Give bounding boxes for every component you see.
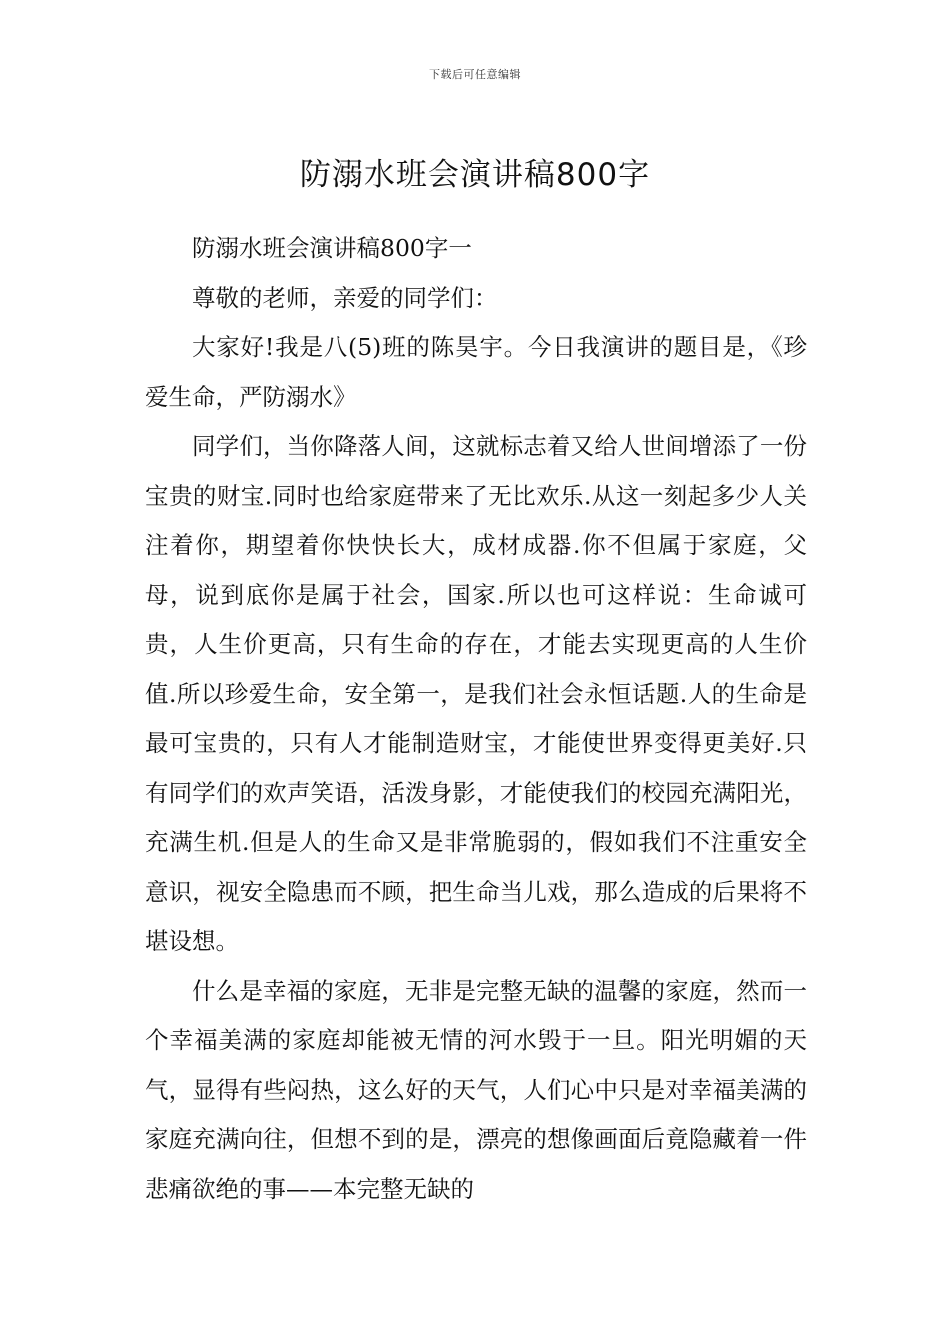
paragraph-body-2: 什么是幸福的家庭，无非是完整无缺的温馨的家庭，然而一个幸福美满的家庭却能被无情的河水毁于一旦。阳光明媚的天气，显得有些闷热，这么好的天气，人们心中只是对幸福美满的家庭充满向往，但想不到的是，漂亮的想像画面后竟隐藏着一件悲痛欲绝的事——本完整无缺的 bbox=[145, 976, 807, 1203]
document-body bbox=[145, 224, 807, 1214]
paragraph-subtitle: 防溺水班会演讲稿800字一 bbox=[192, 234, 472, 262]
paragraph-greeting: 尊敬的老师，亲爱的同学们： bbox=[192, 283, 498, 312]
header-note: 下载后可任意编辑 bbox=[429, 68, 521, 81]
paragraph-introduction: 大家好!我是八(5)班的陈昊宇。今日我演讲的题目是，《珍爱生命，严防溺水》 bbox=[145, 333, 807, 411]
document-title: 防溺水班会演讲稿800字 bbox=[299, 156, 651, 193]
paragraph-body-1: 同学们，当你降落人间，这就标志着又给人世间增添了一份宝贵的财宝.同时也给家庭带来了无比欢乐.从这一刻起多少人关注着你，期望着你快快长大，成材成器.你不但属于家庭，父母，说到底你是属于社会，国家.所以也可这样说：生命诚可贵，人生价更高，只有生命的存在，才能去实现更高的人生价值.所以珍爱生命，安全第一，是我们社会永恒话题.人的生命是最可宝贵的，只有人才能制造财宝，才能使世界变得更美好.只有同学们的欢声笑语，活泼身影，才能使我们的校园充满阳光，充满生机.但是人的生命又是非常脆弱的，假如我们不注重安全意识，视安全隐患而不顾，把生命当儿戏，那么造成的后果将不堪设想。 bbox=[145, 432, 807, 955]
